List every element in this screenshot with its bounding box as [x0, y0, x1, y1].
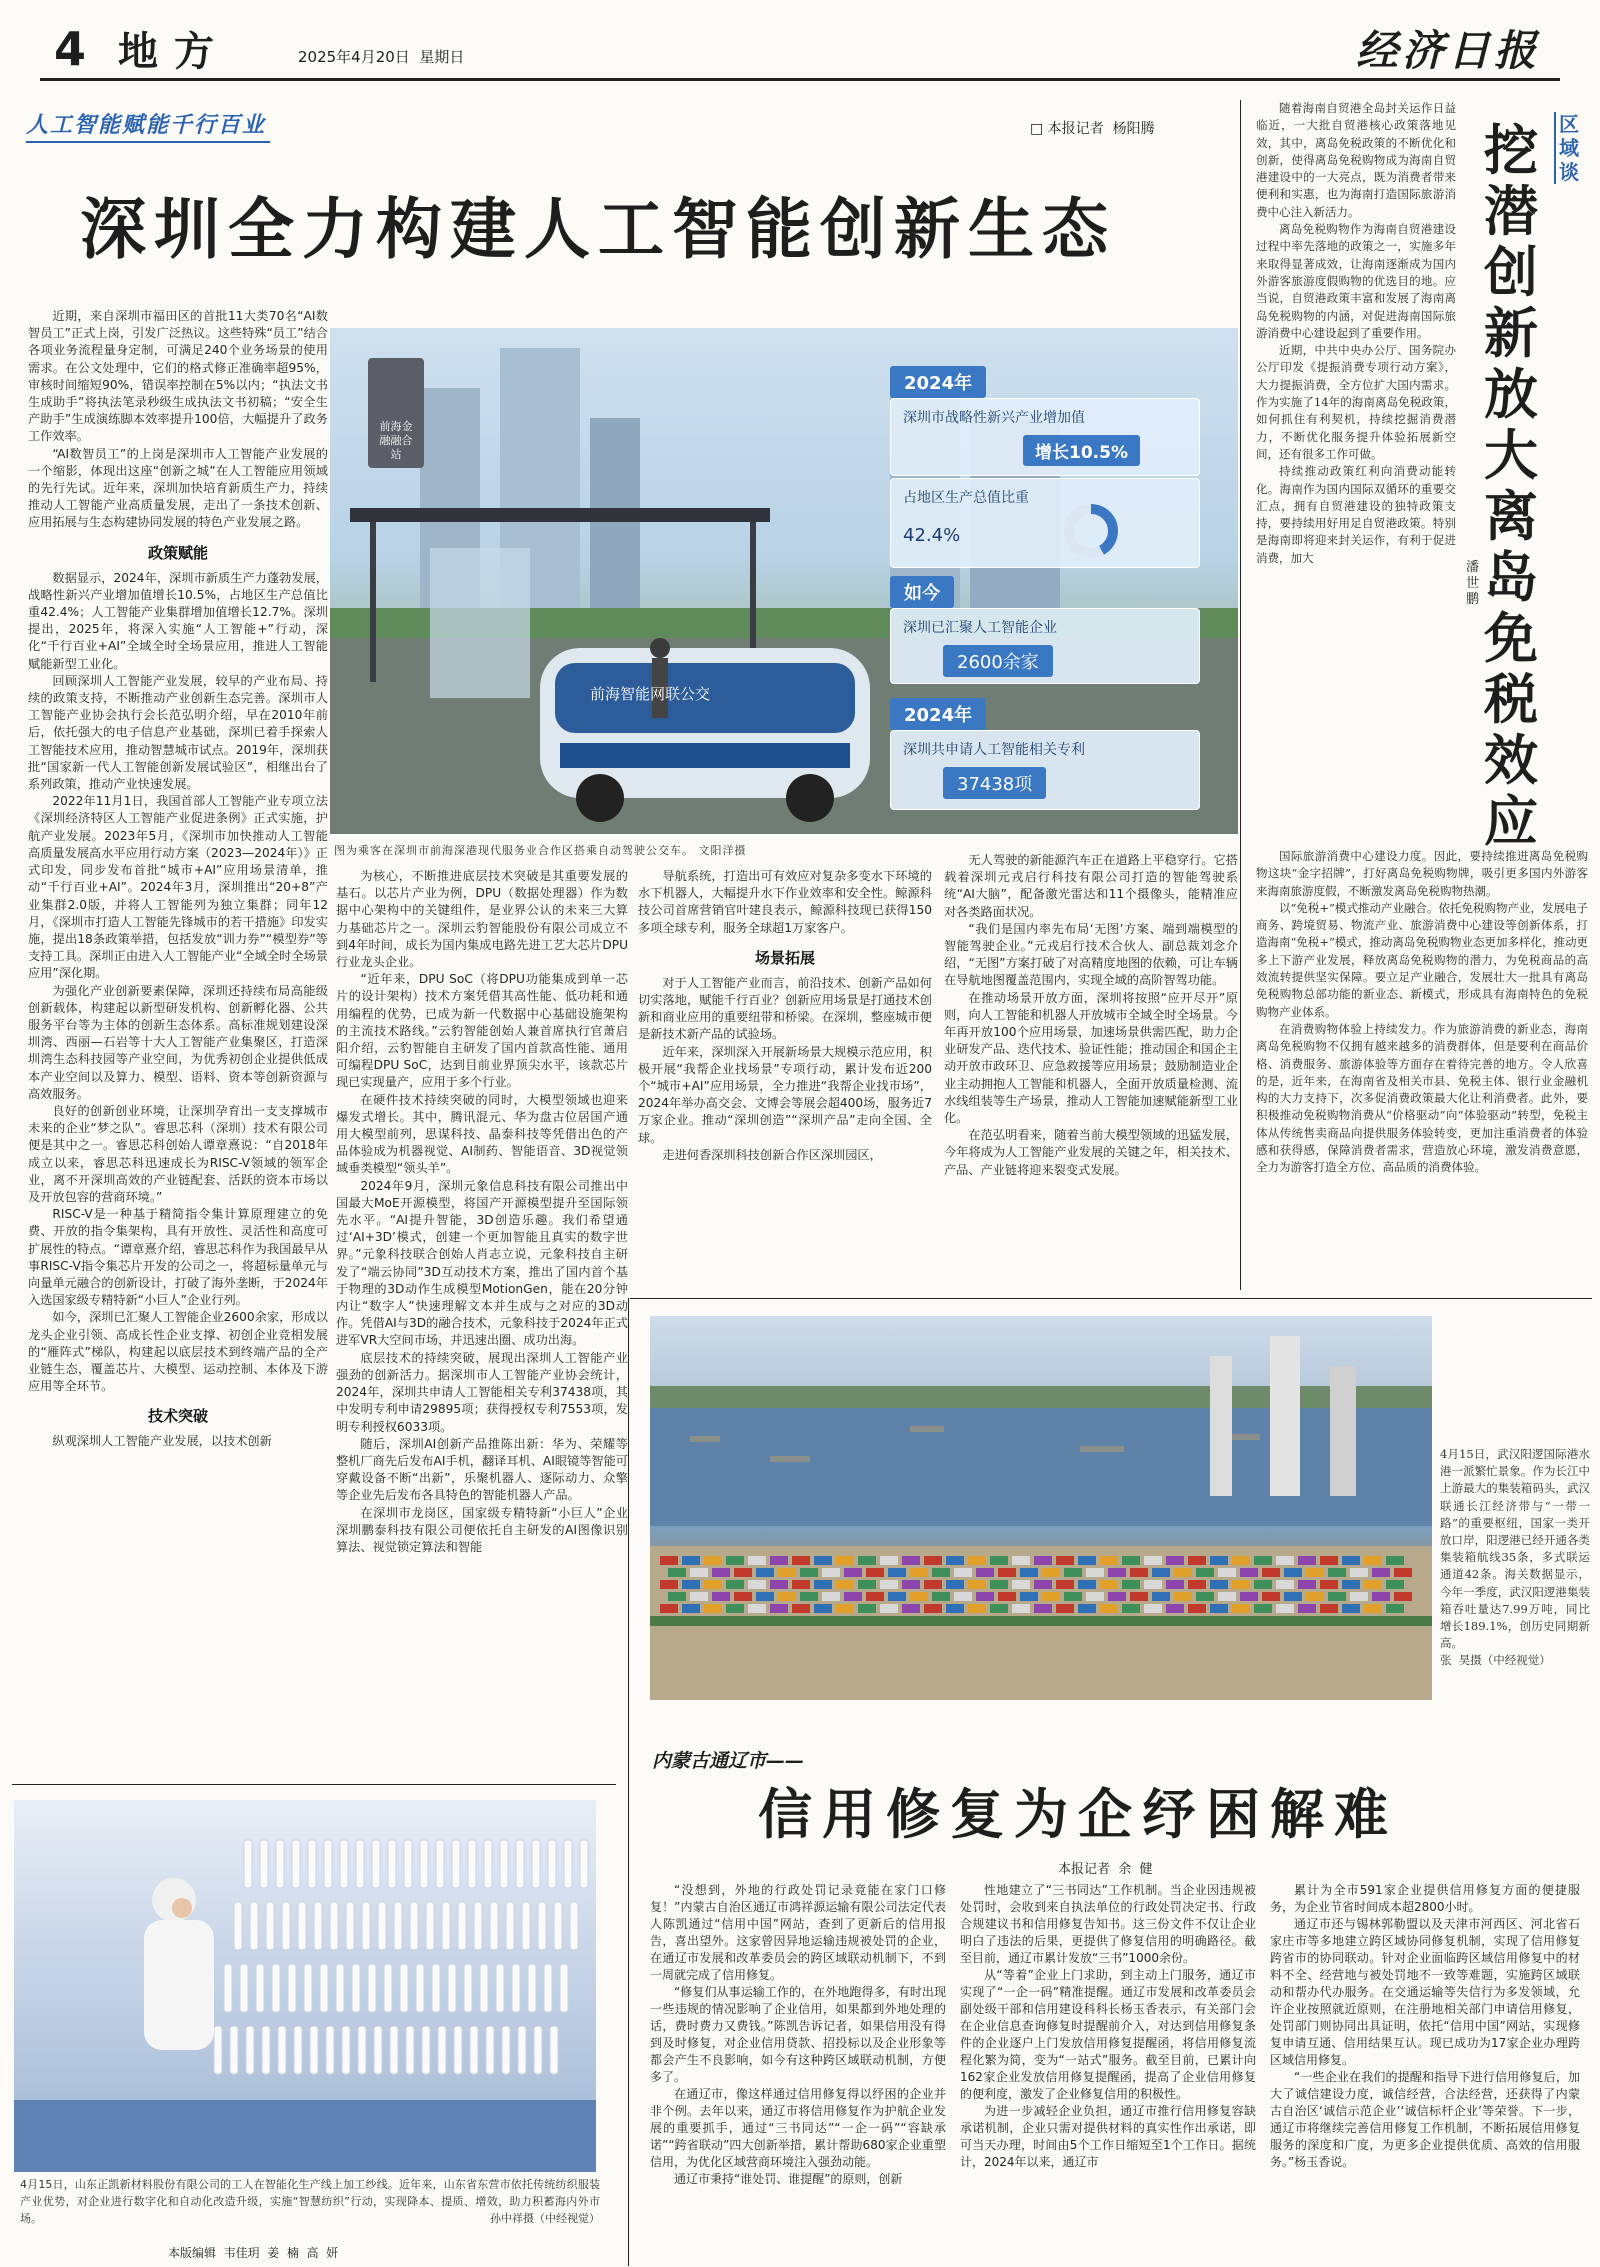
factory-photo-caption: [20, 2176, 600, 2227]
paragraph: 2022年11月1日，我国首部人工智能产业专项立法《深圳经济特区人工智能产业促进条例》正式实施，护航产业发展。2023年5月，《深圳市加快推动人工智能高质量发展高水平应用行动方案（2023—2024年）》正式印发，同步发布首批“城市+AI”应用场景清单，推动“千行百业+AI”。2024年3月，深圳推出“20+8”产业集群2.0版，并将人工智能列为独立集群；同年12月，《深圳市打造人工智能先锋城市的若干措施》印发实施，提出18条政策举措，包括发放“训力券”“模型券”等支持工具。深圳正由进入人工智能产业“全域全时全场景应用”深化期。: [28, 794, 328, 981]
stat-card-4-tag: 2024年: [890, 698, 986, 730]
paragraph: “近年来，DPU SoC（将DPU功能集成到单一芯片的设计架构）技术方案凭借其高性能、低功耗和通用编程的优势，已成为新一代数据中心基础设施架构的主流技术路线。”云豹智能创始人兼首席执行官萧启阳介绍，云豹智能自主研发了国内首款高性能、通用可编程DPU SoC，达到目前业界顶尖水平，该款芯片现已实现量产，应用于多个行业。: [336, 972, 628, 1090]
paragraph: 数据显示，2024年，深圳市新质生产力蓬勃发展，战略性新兴产业增加值增长10.5%，占地区生产总值比重42.4%；人工智能产业集群增加值增长12.7%。深圳提出，2025年，将深入实施“人工智能+”行动，深化“千行百业+AI”全域全时全场景应用，推进人工智能赋能新型工业化。: [28, 570, 328, 671]
autonomous-bus-photo: [330, 328, 1238, 834]
factory-caption-text: 4月15日，山东正凯新材料股份有限公司的工人在智能化生产线上加工纱线。近年来，山东省东营市依托传统纺织服装产业优势，对企业进行数字化和自动化改造升级，实施“智慧纺织”行动，实现降本、提质、增效，助力积蓄海内外市场。: [20, 2178, 600, 2225]
factory-photo: [14, 1800, 596, 2172]
stat-card-1-value: 增长10.5%: [1023, 435, 1140, 466]
stat-card-4-title: 深圳共申请人工智能相关专利: [903, 742, 1085, 758]
stat-card-4: [890, 730, 1200, 810]
paragraph: “修复们从事运输工作的，在外地跑得多，有时出现一些违规的情况影响了企业信用，如果都到外地处理的话，费时费力又费钱。”陈凯告诉记者，如果信用没有得到及时修复，对企业信用贷款、招投标以及企业形象等都会产生不良影响，如今有这种跨区域联动机制，方便多了。: [650, 1985, 946, 2084]
credit-column-1: [650, 1882, 946, 2262]
factory-caption-credit: 孙中祥摄（中经视觉）: [490, 2212, 600, 2225]
port-photo-caption: [1440, 1446, 1590, 1670]
bus-screen-text: 前海智能网联公交: [590, 685, 711, 703]
paragraph: 底层技术的持续突破，展现出深圳人工智能产业强劲的创新活力。据深圳市人工智能产业协会统计，2024年，深圳共申请人工智能相关专利37438项，其中发明专利申请29895项；获得授权专利7553项，发明专利授权6033项。: [336, 1350, 628, 1434]
paragraph: 性地建立了“三书同达”工作机制。当企业因违规被处罚时，会收到来自执法单位的行政处罚决定书、行政合规建议书和信用修复告知书。这三份文件不仅让企业明白了违法的后果，更提供了修复信用的明确路径。截至目前，通辽市累计发放“三书”1000余份。: [960, 1883, 1256, 1965]
credit-column-3: [1270, 1882, 1580, 2262]
paragraph: 良好的创新创业环境，让深圳孕育出一支支撑城市未来的企业“梦之队”。睿思芯科（深圳）技术有限公司便是其中之一。睿思芯科创始人谭章熹说：“自2018年成立以来，睿思芯科迅速成长为RISC-V领域的领军企业，离不开深圳高效的产业链配套、活跃的资本市场以及开放包容的营商环境。”: [28, 1103, 328, 1204]
main-column-3: [638, 868, 932, 1288]
header-rule: [40, 78, 1560, 81]
port-top-rule: [630, 1298, 1592, 1299]
donut-chart: [1061, 501, 1121, 561]
paragraph: 近期，中共中央办公厅、国务院办公厅印发《提振消费专项行动方案》，大力提振消费，全方位扩大国内需求。作为实施了14年的海南离岛免税政策，如何抓住有利契机，持续挖掘消费潜力，不断优化服务提升体验拓展新空间，还有很多工作可做。: [1256, 343, 1456, 461]
stat-card-3-title: 深圳已汇聚人工智能企业: [903, 620, 1057, 636]
lower-divider: [628, 1298, 629, 2266]
paragraph: 在推动场景开放方面，深圳将按照“应开尽开”原则，向人工智能和机器人开放城市全域全时全场景。今年再开放100个应用场景，加速场景供需匹配，助力企业研发产品、迭代技术、验证性能；推动国企和国企主动开放市政环卫、应急救援等应用场景；鼓励制造业企业主动拥抱人工智能和机器人，全面开放质量检测、流水线组装等生产场景，推动人工智能加速赋能新型工业化。: [944, 990, 1238, 1126]
credit-column-2: [960, 1882, 1256, 2262]
paragraph: 无人驾驶的新能源汽车正在道路上平稳穿行。它搭载着深圳元戎启行科技有限公司打造的智能驾驶系统“AI大脑”，配备激光雷达和11个摄像头，能精准应对各类路面状况。: [944, 853, 1238, 919]
stat-card-2: [890, 478, 1200, 568]
issue-date: 2025年4月20日 星期日: [298, 48, 465, 66]
paragraph: “我们是国内率先布局‘无图’方案、端到端模型的智能驾驶企业。”元戎启行技术合伙人、副总裁刘念介绍，“无图”方案打破了对高精度地图的依赖，可让车辆在导航地图覆盖范围内，实现全域的高阶智驾功能。: [944, 921, 1238, 988]
paragraph: 持续推动政策红利向消费动能转化。海南作为国内国际双循环的重要交汇点，拥有自贸港建设的独特政策支持，要持续用好用足自贸港政策。特别是海南即将迎来封关运作，有利于促进消费，加大: [1256, 464, 1456, 565]
col1-paragraphs: [28, 308, 328, 532]
col3-paragraphs: [638, 868, 932, 937]
paragraph: 走进何香深圳科技创新合作区深圳园区，: [662, 1147, 882, 1162]
paragraph: RISC-V是一种基于精简指令集计算原理建立的免费、开放的指令集架构，具有开放性、灵活性和高度可扩展性的特点。“谭章熹介绍，睿思芯科作为我国最早从事RISC-V指令集芯片开发的公司之一，将超标量单元与向量单元融合的创新设计，打破了海外垄断，于2024年入选国家级专精特新“小巨人”企业行列。: [28, 1207, 328, 1308]
paragraph: 为强化产业创新要素保障，深圳还持续布局高能级创新载体，构建起以新型研发机构、创新孵化器、公共服务平台等为主体的创新生态体系。高标准规划建设深圳湾、西丽—石岩等十大人工智能产业集聚区，打造深圳湾生态科技园等产业空间，为优秀初创企业提供低成本产业空间以及算力、模型、语料、资本等创新资源与高效服务。: [28, 983, 328, 1101]
credit-byline: 本报记者 余 健: [1058, 1862, 1153, 1877]
stat-card-3-value: 2600余家: [943, 645, 1053, 677]
paragraph: 近期，来自深圳市福田区的首批11大类70名“AI数智员工”正式上岗，引发广泛热议。这些特殊“员工”结合各项业务流程量身定制，可满足240个业务场景的使用需求。在公文处理中，它们的格式修正准确率超95%，审核时间缩短90%，错误率控制在5%以内；“执法文书生成助手”将执法笔录秒级生成执法文书初稿；“安全生产助手”生成演练脚本效率提升100倍，大幅提升了政务工作效率。: [28, 309, 328, 444]
paragraph: 为核心，不断推进底层技术突破是其重要发展的基石。以芯片产业为例，DPU（数据处理器）作为数据中心架构中的关键组件，是业界公认的未来三大算力基础芯片之一。深圳云豹智能股份有限公司成立不到4年时间，成长为国内集成电路先进工艺大芯片DPU行业龙头企业。: [336, 869, 628, 970]
stat-card-2-value: 42.4%: [903, 525, 961, 546]
col1b-paragraphs: [28, 570, 328, 1396]
bus-photo-caption: 图为乘客在深圳市前海深港现代服务业合作区搭乘自动驾驶公交车。 文阳洋摄: [334, 844, 747, 857]
main-headline: 深圳全力构建人工智能创新生态: [80, 191, 1116, 268]
column-author: 潘世鹏: [1466, 560, 1480, 607]
port-caption-credit: 张 昊摄（中经视觉）: [1440, 1653, 1551, 1668]
paragraph: 近年来，深圳深入开展新场景大规模示范应用，积极开展“我帮企业找场景”专项行动，累计发布近200个“城市+AI”应用场景，全力推进“我帮企业找市场”，2024年举办高交会、文博会等展会超400场，服务近7万家企业。推动“深圳创造”“深圳产品”走向全国、全球。: [638, 1044, 932, 1145]
main-column-2: [336, 868, 628, 1828]
stat-card-3-tag: 如今: [890, 576, 954, 608]
paragraph: 通辽市还与锡林郭勒盟以及天津市河西区、河北省石家庄市等多地建立跨区域协同修复机制，实现了信用修复跨省市的协同联动。针对企业面临跨区域信用修复中的材料不全、经营地与被处罚地不一致等难题，实施跨区域联动和帮办代办服务。在交通运输等失信行为多发领域，允许企业按照就近原则，在注册地相关部门申请信用修复，处罚部门则协同出具证明，依托“信用中国”网站，实现修复申请互通、信用结果互认。现已成功为17家企业办理跨区域信用修复。: [1270, 1917, 1580, 2067]
paragraph: 以“免税+”模式推动产业融合。依托免税购物产业，发展电子商务、跨境贸易、物流产业、旅游消费中心建设等创新体系，打造海南“免税+”模式，推动离岛免税购物业态更加多样化，推动更多上下游产业发展，释放离岛免税购物的潜力，为免税商品的高效流转提供坚实保障。要立足产业融合，发展壮大一批具有离岛免税购物总部功能的新业态、新模式，形成具有海南特色的免税购物产业体系。: [1256, 900, 1588, 1019]
paragraph: 随后，深圳AI创新产品推陈出新：华为、荣耀等整机厂商先后发布AI手机，翻译耳机、AI眼镜等智能可穿戴设备不断“出新”，乐聚机器人、逐际动力、众擎等企业先后发布各具特色的智能机器人产品。: [336, 1436, 628, 1503]
credit-headline: 信用修复为企纾困解难: [758, 1782, 1398, 1846]
paragraph: 从“等着”企业上门求助，到主动上门服务，通辽市实现了“一企一码”精准提醒。通辽市发展和改革委员会副处级干部和信用建设科科长杨玉香表示，有关部门会在企业信息查询修复时提醒前介入，对达到信用修复条件的企业逐户上门发放信用修复提醒函，将信用修复流程化繁为简，变为“一站式”服务。截至目前，已累计向162家企业发放信用修复提醒函，提高了企业信用修复的便利度，激发了企业修复信用的积极性。: [960, 1968, 1256, 2101]
stop-sign-text: 前海金融融合站: [379, 420, 413, 461]
paragraph: 纵观深圳人工智能产业发展，以技术创新: [52, 1434, 272, 1449]
column-divider: [1240, 100, 1241, 1290]
column-box: [1256, 100, 1579, 940]
column-title: 挖潜创新放大离岛免税效应: [1484, 119, 1538, 853]
port-photo: [650, 1316, 1432, 1700]
subhead-scene: 场景拓展: [754, 948, 815, 967]
port-caption-text: 4月15日，武汉阳逻国际港水港一派繁忙景象。作为长江中上游最大的集装箱码头，武汉联通长江经济带与“一带一路”的重要枢纽，国家一类开放口岸，阳逻港已经开通各类集装箱航线35条，多式联运通道42条。海关数据显示，今年一季度，武汉阳逻港集装箱吞吐量达7.99万吨，同比增长189.1%，创历史同期新高。: [1440, 1447, 1590, 1651]
main-byline: □ 本报记者 杨阳腾: [1030, 121, 1155, 137]
paragraph: “一些企业在我们的提醒和指导下进行信用修复后，加大了诚信建设力度，诚信经营，合法经营，还获得了内蒙古自治区‘诚信示范企业’‘诚信标杆企业’等荣誉。下一步，通辽市将继续完善信用修复工作机制，不断拓展信用修复服务的深度和广度，为更多企业提供优质、高效的信用服务。”杨玉香说。: [1270, 2070, 1580, 2169]
stat-card-1-title: 深圳市战略性新兴产业增加值: [903, 410, 1085, 426]
paragraph: 通辽市秉持“谁处罚、谁提醒”的原则，创新: [674, 2172, 903, 2186]
paragraph: 在硬件技术持续突破的同时，大模型领域也迎来爆发式增长。其中，腾讯混元、华为盘古位居国产通用大模型前列，思谋科技、晶泰科技等凭借出色的产品体验成为机器视觉、AI制药、智能语音、3D视觉领域垂类模型“领头羊”。: [336, 1092, 628, 1176]
paragraph: 对于人工智能产业而言，前沿技术、创新产品如何切实落地，赋能千行百业？创新应用场景是打通技术创新和商业应用的重要纽带和桥梁。在深圳，整座城市便是新技术新产品的试验场。: [638, 975, 932, 1042]
stat-card-4-value: 37438项: [943, 767, 1046, 799]
paragraph: “没想到，外地的行政处罚记录竟能在家门口修复！”内蒙古自治区通辽市鸿祥源运输有限公司法定代表人陈凯通过“信用中国”网站，查到了更新后的信用报告，喜出望外。这家曾因异地运输违规被处罚的企业，在通辽市发展和改革委员会的跨区域联动机制下，不到一周就完成了信用修复。: [650, 1883, 946, 1982]
section-label: [26, 108, 270, 143]
paragraph: 回顾深圳人工智能产业发展，较早的产业布局、持续的政策支持，不断推动产业创新生态完善。深圳市人工智能产业协会执行会长范弘明介绍，早在2010年前后，依托强大的电子信息产业基础，深圳已着手探索人工智能技术应用，推动智慧城市试点。2019年，深圳获批“国家新一代人工智能创新发展试验区”，相继出台了系列政策，推动产业快速发展。: [28, 673, 328, 792]
column-text-1: [1256, 100, 1456, 840]
paragraph: 2024年9月，深圳元象信息科技有限公司推出中国最大MoE开源模型，将国产开源模型提升至国际领先水平。“AI提升智能，3D创造乐趣。我们希望通过‘AI+3D’模式，创建一个更加智能且真实的数字世界。”元象科技联合创始人肖志立说，元象科技自主研发了“端云协同”3D互动技术方案，推出了国内首个基于物理的3D动作生成模型MotionGen，能在20分钟内让“数字人”快速理解文本并生成与之对应的3D动作。凭借AI与3D的融合技术，元象科技于2024年正式进军VR大空间市场，并迅速出圈、成功出海。: [336, 1178, 628, 1348]
paragraph: 如今，深圳已汇聚人工智能企业2600余家，形成以龙头企业引领、高成长性企业支撑、初创企业竞相发展的“雁阵式”梯队，构建起以底层技术到终端产品的全产业链生态，覆盖芯片、大模型、运动控制、本体及下游应用等全环节。: [28, 1310, 328, 1394]
section-label-text: 人工智能赋能千行百业: [26, 113, 267, 138]
paragraph: 累计为全市591家企业提供信用修复方面的便捷服务，为企业节省时间成本超2800小时。: [1270, 1883, 1580, 1914]
factory-scene: [14, 1800, 596, 2172]
port-scene: [650, 1316, 1432, 1700]
column-text-2: [1256, 848, 1588, 1278]
stat-card-2-title: 占地区生产总值比重: [903, 490, 1029, 506]
column-label: 区域谈: [1554, 112, 1576, 184]
paragraph: 国际旅游消费中心建设力度。因此，要持续推进离岛免税购物这块“金字招牌”，打好离岛免税购物牌，吸引更多国内外游客来海南旅游度假，不断激发离岛免税购物热潮。: [1256, 849, 1588, 898]
paragraph: 在深圳市龙岗区，国家级专精特新“小巨人”企业深圳鹏泰科技有限公司便依托自主研发的AI图像识别算法、视觉锁定算法和智能: [336, 1505, 628, 1554]
credit-kicker: 内蒙古通辽市——: [652, 1750, 805, 1772]
masthead-logo: 经济日报: [1355, 26, 1540, 75]
subhead-policy: 政策赋能: [147, 543, 208, 562]
paragraph: 为进一步减轻企业负担，通辽市推行信用修复容缺承诺机制，企业只需对提供材料的真实性作出承诺，即可当天办理，时间由5个工作日缩短至1个工作日。据统计，2024年以来，通辽市: [960, 2104, 1256, 2169]
paragraph: 离岛免税购物作为海南自贸港建设过程中率先落地的政策之一，实施多年来取得显著成效，让海南逐渐成为国内外游客旅游度假购物的优选目的地。应当说，自贸港政策丰富和发展了海南离岛免税购物的内涵，对促进海南国际旅游消费中心建设起到了重要作用。: [1256, 222, 1456, 340]
paragraph: 在通辽市，像这样通过信用修复得以纾困的企业并非个例。去年以来，通辽市将信用修复作为护航企业发展的重要抓手，通过“三书同达”“一企一码”“容缺承诺”“跨省联动”四大创新举措，累计帮助680家企业重塑信用，为优化区域营商环境注入强劲动能。: [650, 2087, 946, 2169]
paragraph: 导航系统，打造出可有效应对复杂多变水下环境的水下机器人，大幅提升水下作业效率和安全性。鲸源科技公司首席营销官叶建良表示，鲸源科技现已获得150多项全球专利，服务全球超1万家客户。: [638, 869, 932, 935]
factory-top-rule: [12, 1784, 616, 1785]
paragraph: 在范弘明看来，随着当前大模型领域的迅猛发展，今年将成为人工智能产业发展的关键之年，相关技术、产品、产业链将迎来裂变式发展。: [944, 1128, 1238, 1177]
paragraph: “AI数智员工”的上岗是深圳市人工智能产业发展的一个缩影，体现出这座“创新之城”在人工智能应用领域的先行先试。近年来，深圳加快培育新质生产力，持续推动人工智能产业高质量发展，走出了一条技术创新、应用拓展与生态构建协同发展的特色产业发展之路。: [28, 446, 328, 530]
page-number: 4: [54, 22, 87, 76]
col3b-paragraphs: [638, 975, 932, 1164]
page-section-title: 地方: [118, 28, 230, 75]
stat-card-1: [890, 398, 1200, 476]
paragraph: 随着海南自贸港全岛封关运作日益临近，一大批自贸港核心政策落地见效，其中，离岛免税政策的不断优化和创新，使得离岛免税购物成为海南自贸港建设中的一大亮点，既为消费者带来便利和实惠，也为海南打造国际旅游消费中心注入新活力。: [1256, 101, 1456, 219]
subhead-tech: 技术突破: [147, 1407, 208, 1426]
paragraph: 在消费购物体验上持续发力。作为旅游消费的新业态，海南离岛免税购物不仅拥有越来越多的消费群体，但是要利在商品价格、消费服务、旅游体验等方面存在着待完善的地方。令人欣喜的是，近年来，在海南省及相关市县、免税主体、银行业金融机构的大力支持下，次多促消费政策最大化让利消费者。此外，要积极推动免税购物消费从“价格驱动”向“体验驱动”转型，免税主体从传统售卖商品向提供服务体验转变，更加注重消费者的体验感和获得感，保障消费者需求，营造放心环境，激发消费意愿，全力为游客打造全方位、高品质的消费体验。: [1256, 1021, 1588, 1175]
col1c-paragraphs: [28, 1433, 328, 1450]
main-column-4: [944, 852, 1238, 1290]
stat-card-3: [890, 608, 1200, 684]
main-column-1: [28, 308, 328, 1820]
footer-editors: 本版编辑 韦佳玥 姜 楠 高 妍: [168, 2246, 339, 2260]
stat-card-1-tag: 2024年: [890, 366, 986, 398]
